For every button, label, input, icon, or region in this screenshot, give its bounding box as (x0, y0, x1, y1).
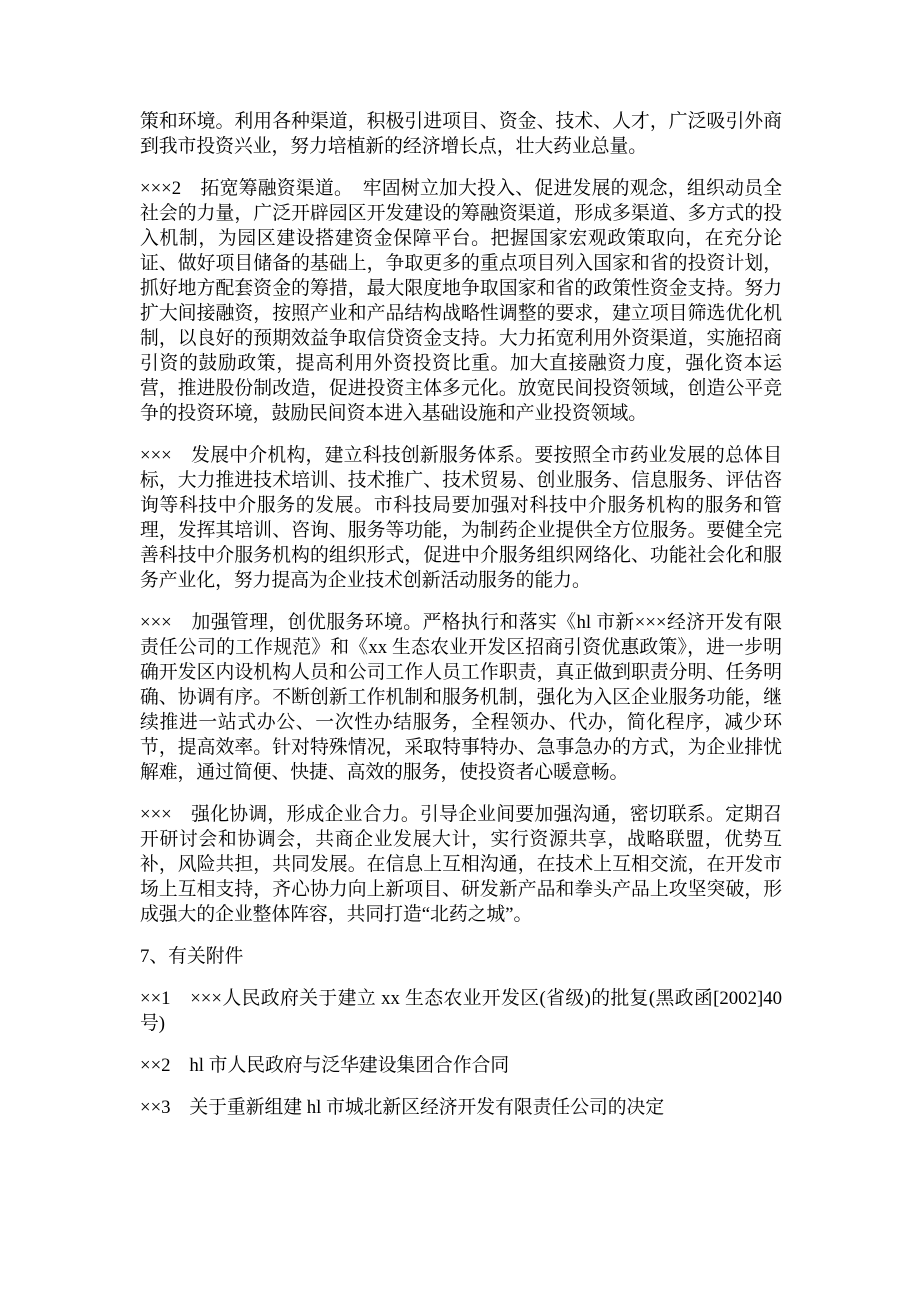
paragraph-policy-environment: 策和环境。利用各种渠道，积极引进项目、资金、技术、人才，广泛吸引外商到我市投资兴业，努力培植新的经济增长点，壮大药业总量。 (140, 111, 782, 157)
document-body (140, 109, 782, 1120)
paragraph-strengthen-management: ××× 加强管理，创优服务环境。严格执行和落实《hl 市新×××经济开发有限责任公司的工作规范》和《xx 生态农业开发区招商引资优惠政策》，进一步明确开发区内设机构人员和公司工作人员工作职责，真正做到职责分明、任务明确、协调有序。不断创新工作机制和服务机制，强化为入区企业服务功能，继续推进一站式办公、一次性办结服务，全程领办、代办，简化程序，减少环节，提高效率。针对特殊情况，采取特事特办、急事急办的方式，为企业排忧解难，通过简便、快捷、高效的服务，使投资者心暖意畅。 (140, 612, 782, 783)
paragraph-financing-channels: ×××2 拓宽筹融资渠道。 牢固树立加大投入、促进发展的观念，组织动员全社会的力量，广泛开辟园区开发建设的筹融资渠道，形成多渠道、多方式的投入机制，为园区建设搭建资金保障平台。把握国家宏观政策取向，在充分论证、做好项目储备的基础上，争取更多的重点项目列入国家和省的投资计划，抓好地方配套资金的筹措，最大限度地争取国家和省的政策性资金支持。努力扩大间接融资，按照产业和产品结构战略性调整的要求，建立项目筛选优化机制，以良好的预期效益争取信贷资金支持。大力拓宽利用外资渠道，实施招商引资的鼓励政策，提高利用外资投资比重。加大直接融资力度，强化资本运营，推进股份制改造，促进投资主体多元化。放宽民间投资领域，创造公平竞争的投资环境，鼓励民间资本进入基础设施和产业投资领域。 (140, 178, 782, 424)
paragraph-intermediary-agencies: ××× 发展中介机构，建立科技创新服务体系。要按照全市药业发展的总体目标，大力推进技术培训、技术推广、技术贸易、创业服务、信息服务、评估咨询等科技中介服务的发展。市科技局要加强对科技中介服务机构的服务和管理，发挥其培训、咨询、服务等功能，为制药企业提供全方位服务。要健全完善科技中介服务机构的组织形式，促进中介服务组织网络化、功能社会化和服务产业化，努力提高为企业技术创新活动服务的能力。 (140, 445, 782, 591)
attachment-item-2: ××2 hl 市人民政府与泛华建设集团合作合同 (140, 1055, 510, 1076)
heading-attachments: 7、有关附件 (140, 946, 244, 967)
attachment-item-1: ××1 ×××人民政府关于建立 xx 生态农业开发区(省级)的批复(黑政函[2002]40 号) (140, 988, 782, 1034)
attachment-item-3: ××3 关于重新组建 hl 市城北新区经济开发有限责任公司的决定 (140, 1097, 665, 1118)
paragraph-coordination: ××× 强化协调，形成企业合力。引导企业间要加强沟通，密切联系。定期召开研讨会和协调会，共商企业发展大计，实行资源共享，战略联盟，优势互补，风险共担，共同发展。在信息上互相沟通，在技术上互相交流，在开发市场上互相支持，齐心协力向上新项目、研发新产品和拳头产品上攻坚突破，形成强大的企业整体阵容，共同打造“北药之城”。 (140, 804, 782, 925)
